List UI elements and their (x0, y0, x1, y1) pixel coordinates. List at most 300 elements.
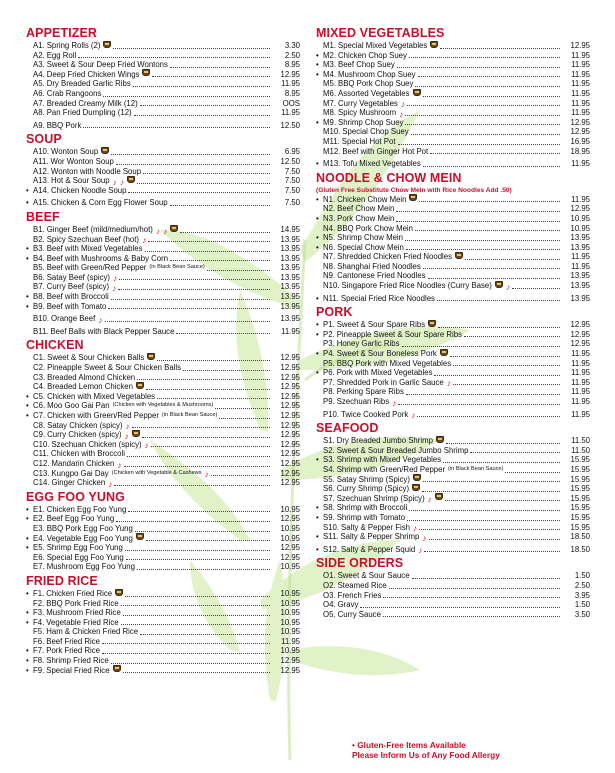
item-code: S6. (323, 484, 335, 494)
dot-leader (111, 299, 270, 300)
menu-item (26, 79, 300, 89)
dot-leader (142, 437, 270, 438)
item-price: 16.95 (570, 136, 590, 146)
menu-item (316, 591, 590, 601)
chili-pepper-icon: ♪ (124, 430, 129, 441)
item-name: Curry Shrimp (Spicy) (336, 484, 410, 494)
menu-item (26, 147, 300, 157)
item-name: Pineapple Sweet & Sour Chicken Balls (47, 363, 182, 373)
item-price: 7.50 (284, 185, 300, 195)
item-code: N11. (323, 293, 339, 303)
item-price: 11.95 (571, 79, 590, 89)
dot-leader (170, 260, 270, 261)
menu-item (26, 60, 300, 70)
item-code: A8. (33, 108, 45, 118)
item-price: 7.50 (284, 166, 300, 176)
item-code: M5. (323, 79, 336, 89)
dot-leader (423, 96, 560, 97)
item-code: A5. (33, 79, 45, 89)
item-price: 7.50 (284, 176, 300, 186)
item-name: Curry Sauce (337, 609, 381, 619)
chili-pepper-icon: ♪ (505, 281, 511, 292)
chili-pepper-icon: ♪ (422, 532, 427, 543)
menu-item (26, 562, 300, 572)
item-name: Mushroom Fried Rice (46, 608, 121, 618)
section-pork (316, 305, 590, 419)
item-code: S3. (323, 455, 335, 465)
item-price: 10.95 (570, 213, 590, 223)
item-price: 11.95 (281, 79, 300, 89)
item-code: P10. (323, 409, 340, 419)
item-name: Salty & Pepper Shrimp (340, 532, 420, 542)
menu-item (26, 108, 300, 118)
item-code: P4. (323, 349, 335, 359)
dot-leader (146, 540, 270, 541)
dot-leader (180, 232, 270, 233)
menu-item (316, 410, 590, 420)
section-note: (Gluten Free Substitute Chow Mein with Rice Noodles Add .50) (316, 186, 512, 194)
item-name: Sweet & Sour Chicken Balls (47, 353, 145, 363)
item-price: 12.95 (280, 420, 300, 430)
menu-item (26, 440, 300, 450)
item-code: C12. (33, 458, 50, 468)
menu-item (26, 186, 300, 196)
menu-item (316, 262, 590, 272)
chili-pepper-icon: ♪ (155, 225, 161, 236)
item-name: Szechuan Shrimp (Spicy) (336, 493, 425, 503)
item-code: O5. (323, 609, 336, 619)
section-egg-foo-yung (26, 490, 300, 572)
item-name: Beef with Broccoli (46, 292, 109, 302)
item-code: M4. (323, 69, 336, 79)
item-name: Beef Chop Suey (338, 60, 395, 70)
gluten-free-bullet: • (316, 349, 319, 359)
gluten-free-bullet: • (26, 543, 29, 553)
item-price: 15.95 (570, 503, 590, 513)
dot-leader (428, 278, 560, 279)
item-price: 13.95 (280, 234, 300, 244)
menu-item (316, 571, 590, 581)
item-code: M12. (323, 146, 341, 156)
menu-item (316, 600, 590, 610)
item-price: 14.95 (280, 224, 300, 234)
item-name: Shrimp Fried Rice (46, 656, 109, 666)
item-code: F5. (33, 627, 45, 637)
menu-item (316, 339, 590, 349)
dot-leader (405, 240, 560, 241)
menu-item (316, 51, 590, 61)
gluten-free-notice: • Gluten-Free Items Available (352, 740, 466, 750)
menu-item (316, 581, 590, 591)
menu-item (26, 656, 300, 666)
dot-leader (126, 559, 270, 560)
item-code: A9. (33, 120, 45, 130)
menu-item (26, 430, 300, 440)
dot-leader (415, 86, 560, 87)
chili-pepper-icon: ♪ (418, 545, 423, 556)
item-name: Satay Beef (spicy) (46, 272, 110, 282)
item-name: Beef Balls with Black Pepper Sauce (50, 326, 175, 336)
item-name: Wonton with Noodle Soup (51, 166, 142, 176)
section-title: BEEF (26, 209, 60, 224)
menu-item (316, 465, 590, 475)
item-price: 15.95 (570, 474, 590, 484)
dot-leader (219, 418, 270, 419)
dot-leader (406, 249, 560, 250)
item-price: 10.95 (570, 223, 590, 233)
hot-bowl-icon (430, 42, 438, 51)
item-name: Ginger Chicken (51, 478, 106, 488)
item-price: 15.95 (570, 493, 590, 503)
item-code: N10. (323, 281, 340, 291)
menu-item (316, 99, 590, 109)
menu-item (26, 292, 300, 302)
hot-bowl-icon (413, 90, 421, 99)
item-code: N6. (323, 242, 336, 252)
item-price: 12.95 (570, 41, 590, 50)
item-name: Ham & Chicken Fried Rice (46, 627, 139, 637)
section-title: SOUP (26, 132, 62, 147)
item-name: Chicken with Mixed Vegetables (47, 391, 156, 401)
menu-item (26, 469, 300, 479)
item-price: 11.95 (281, 326, 300, 336)
item-code: N5. (323, 233, 336, 243)
dot-leader (423, 166, 560, 167)
gluten-free-bullet: • (26, 292, 29, 302)
gluten-free-bullet: • (316, 159, 319, 169)
menu-item (26, 282, 300, 292)
gluten-free-bullet: • (316, 117, 319, 127)
item-name: Kungpo Gai Day (51, 468, 109, 478)
item-code: P6. (323, 368, 335, 378)
gluten-free-bullet: • (316, 50, 319, 60)
item-price: 11.95 (571, 108, 590, 118)
dot-leader (505, 472, 560, 473)
item-code: M11. (323, 136, 340, 146)
item-code: M1. (323, 41, 336, 50)
item-code: A14. (33, 185, 50, 195)
item-price: 12.95 (280, 665, 300, 675)
item-price: 18.50 (570, 544, 590, 554)
item-price: 12.95 (280, 69, 300, 79)
dot-leader (123, 615, 270, 616)
item-price: 3.30 (284, 41, 300, 50)
dot-leader (450, 356, 560, 357)
item-price: 15.95 (570, 522, 590, 532)
item-code: C1. (33, 353, 46, 363)
dot-leader (119, 279, 270, 280)
menu-item (26, 157, 300, 167)
item-name: Pan Fried Dumpling (12) (46, 108, 132, 118)
item-code: S8. (323, 503, 335, 513)
dot-leader (121, 605, 270, 606)
item-code: C6. (33, 401, 46, 411)
gluten-free-bullet: • (316, 233, 319, 243)
item-name: Pineapple Sweet & Sour Spare Ribs (336, 329, 462, 339)
item-price: 12.95 (570, 204, 590, 214)
item-price: 3.50 (574, 609, 590, 619)
dot-leader (207, 270, 270, 271)
menu-item (316, 503, 590, 513)
item-price: 12.95 (280, 478, 300, 488)
item-price: 12.95 (280, 656, 300, 666)
dot-leader (111, 663, 270, 664)
dot-leader (409, 57, 560, 58)
item-price: 11.95 (571, 50, 590, 60)
item-price: 6.95 (284, 147, 300, 157)
item-code: S5. (323, 474, 335, 484)
item-price: 11.95 (571, 377, 590, 387)
dot-leader (132, 427, 270, 428)
gluten-free-bullet: • (26, 665, 29, 675)
chili-pepper-icon: ♪ (163, 225, 168, 236)
menu-item (316, 281, 590, 291)
item-price: 12.95 (280, 391, 300, 401)
item-code: A12. (33, 166, 50, 176)
item-price: 1.50 (574, 600, 590, 610)
item-price: 12.95 (570, 339, 590, 349)
item-name: Beef Fried Rice (46, 636, 100, 646)
menu-item (26, 459, 300, 469)
item-name: Salty & Pepper Squid (341, 544, 416, 554)
item-name: Salty & Pepper Fish (341, 522, 410, 532)
gluten-free-bullet: • (26, 656, 29, 666)
item-name: Mushroom Egg Foo Yung (46, 562, 135, 572)
item-code: E1. (33, 504, 45, 514)
item-price: 11.95 (571, 69, 590, 79)
dot-leader (422, 491, 560, 492)
item-name: Chicken Fried Rice (46, 588, 113, 598)
item-price: 12.50 (280, 120, 300, 130)
chili-pepper-icon: ♪ (117, 459, 122, 470)
item-name: Beef with Green/Red Pepper (46, 263, 147, 273)
menu-item (26, 534, 300, 544)
menu-item (26, 646, 300, 656)
gluten-free-bullet: • (316, 293, 319, 303)
item-code: B11. (33, 326, 49, 336)
item-code: A6. (33, 88, 45, 98)
item-note: (in Black Bean Sauce) (161, 412, 218, 418)
item-name: BBQ Pork Egg Foo Yung (46, 523, 133, 533)
chili-pepper-icon: ♪ (412, 523, 418, 534)
item-code: C11. (33, 449, 49, 459)
item-code: F7. (33, 646, 45, 656)
dot-leader (157, 360, 270, 361)
item-code: P8. (323, 387, 335, 397)
item-code: F1. (33, 588, 45, 598)
dot-leader (406, 394, 560, 395)
dot-leader (128, 192, 270, 193)
gluten-free-bullet: • (316, 329, 319, 339)
item-price: 12.95 (280, 401, 300, 411)
dot-leader (111, 154, 270, 155)
dot-leader (157, 398, 270, 399)
item-name: Spicy Mushroom (338, 108, 397, 118)
menu-item (316, 532, 590, 542)
left-column (26, 26, 300, 675)
item-price: 13.95 (280, 301, 300, 311)
item-name: Sweet & Sour Boneless Pork (336, 349, 437, 359)
dot-leader (137, 379, 270, 380)
item-name: Pork Fried Rice (46, 646, 100, 656)
item-name: Gravy (337, 600, 359, 610)
hot-bowl-icon (136, 534, 144, 543)
dot-leader (423, 268, 560, 269)
dot-leader (176, 333, 270, 334)
dot-leader (415, 230, 560, 231)
gluten-free-bullet: • (316, 455, 319, 465)
item-code: F6. (33, 636, 45, 646)
dot-leader (103, 96, 270, 97)
menu-item (316, 513, 590, 523)
item-price: 15.95 (570, 484, 590, 494)
dot-leader (465, 259, 560, 260)
dot-leader (446, 443, 560, 444)
chili-pepper-icon: ♪ (427, 494, 432, 505)
item-name: Egg Roll (46, 50, 77, 60)
item-name: Shrimp Chow Mein (337, 233, 404, 243)
item-name: Szechuan Chicken (spicy) (51, 439, 142, 449)
item-name: Beef with Ginger Hot Pot (342, 146, 429, 156)
item-code: M10. (323, 127, 341, 137)
item-code: S2. (323, 445, 335, 455)
menu-item (316, 159, 590, 169)
hot-bowl-icon (136, 383, 144, 392)
gluten-free-bullet: • (26, 301, 29, 311)
item-code: P7. (323, 377, 335, 387)
gluten-free-bullet: • (316, 368, 319, 378)
item-code: A11. (33, 156, 49, 166)
item-price: 11.95 (571, 261, 590, 271)
menu-item (26, 167, 300, 177)
dot-leader (405, 124, 560, 125)
item-code: A4. (33, 69, 45, 79)
item-price: 10.95 (280, 562, 300, 572)
hot-bowl-icon (436, 437, 444, 446)
dot-leader (409, 510, 560, 511)
item-code: E2. (33, 514, 45, 524)
hot-bowl-icon (495, 282, 503, 291)
menu-item (26, 382, 300, 392)
dot-leader (360, 607, 560, 608)
dot-leader (102, 643, 270, 644)
section-beef (26, 210, 300, 337)
item-price: 13.95 (280, 244, 300, 254)
item-code: P2. (323, 329, 335, 339)
item-code: N2. (323, 204, 336, 214)
gluten-free-bullet: • (26, 646, 29, 656)
item-code: M7. (323, 98, 336, 108)
menu-item (26, 505, 300, 515)
section-title: SIDE ORDERS (316, 556, 404, 571)
item-price: 13.95 (570, 281, 590, 291)
item-code: M9. (323, 117, 336, 127)
gluten-free-bullet: • (316, 512, 319, 522)
chili-pepper-icon: ♪ (446, 378, 452, 389)
item-name: Chicken Chop Suey (338, 50, 407, 60)
item-price: 12.95 (280, 372, 300, 382)
item-name: Mandarin Chicken (51, 458, 115, 468)
section-title: MIXED VEGETABLES (316, 26, 445, 40)
item-code: B3. (33, 244, 45, 254)
item-code: N1. (323, 194, 336, 204)
item-code: P3. (323, 339, 335, 349)
gluten-free-bullet: • (26, 244, 29, 254)
item-price: 15.95 (570, 455, 590, 465)
item-name: Shrimp with Green/Red Pepper (336, 464, 446, 474)
item-price: 10.95 (280, 627, 300, 637)
item-name: Dry Breaded Jumbo Shrimp (336, 436, 433, 446)
item-name: Chicken Noodle Soup (51, 185, 127, 195)
hot-bowl-icon (113, 666, 121, 675)
item-name: Pork with Mixed Vegetables (336, 368, 433, 378)
menu-item (26, 225, 300, 235)
dot-leader (407, 520, 560, 521)
menu-item (26, 449, 300, 459)
dot-leader (405, 115, 560, 116)
item-price: 1.50 (574, 571, 590, 581)
item-name: Special Fried Rice (46, 665, 110, 675)
item-price: 11.95 (571, 368, 590, 378)
dot-leader (145, 251, 271, 252)
chili-pepper-icon: ♪ (399, 108, 404, 119)
item-code: S1. (323, 436, 335, 446)
item-code: S12. (323, 544, 340, 554)
item-name: Beef Chow Mein (337, 204, 395, 214)
dot-leader (151, 446, 270, 447)
item-price: 12.95 (570, 127, 590, 137)
menu-item (26, 121, 300, 131)
dot-leader (402, 346, 560, 347)
menu-item (26, 627, 300, 637)
menu-item (316, 127, 590, 137)
item-price: 11.95 (281, 636, 300, 646)
section-title: CHICKEN (26, 338, 84, 353)
menu-item (26, 666, 300, 676)
item-price: 10.95 (280, 598, 300, 608)
menu-item (316, 610, 590, 620)
item-price: 18.95 (570, 146, 590, 156)
item-code: B5. (33, 263, 45, 273)
dot-leader (133, 86, 270, 87)
chili-pepper-icon: ♪ (400, 99, 406, 110)
item-name: Special Egg Foo Yung (46, 552, 124, 562)
item-name: Special Mixed Vegetables (338, 41, 428, 50)
dot-leader (419, 201, 560, 202)
item-price: 13.95 (280, 314, 300, 324)
item-code: O3. (323, 590, 336, 600)
item-code: S9. (323, 512, 335, 522)
dot-leader (108, 308, 270, 309)
item-code: B4. (33, 253, 45, 263)
menu-item (316, 359, 590, 369)
menu-item (26, 235, 300, 245)
item-price: 11.95 (571, 349, 590, 359)
item-name: Curry Beef (spicy) (46, 282, 110, 292)
dot-leader (397, 67, 560, 68)
item-code: O2. (323, 580, 336, 590)
item-price: 11.95 (571, 358, 590, 368)
item-price: 8.95 (284, 88, 300, 98)
menu-item (26, 273, 300, 283)
dot-leader (123, 672, 270, 673)
dot-leader (419, 529, 560, 530)
item-price: 13.95 (280, 263, 300, 273)
dot-leader (125, 550, 270, 551)
item-name: Sweet & Sour Spare Ribs (336, 320, 426, 330)
menu-item (316, 436, 590, 446)
item-code: P5. (323, 358, 335, 368)
